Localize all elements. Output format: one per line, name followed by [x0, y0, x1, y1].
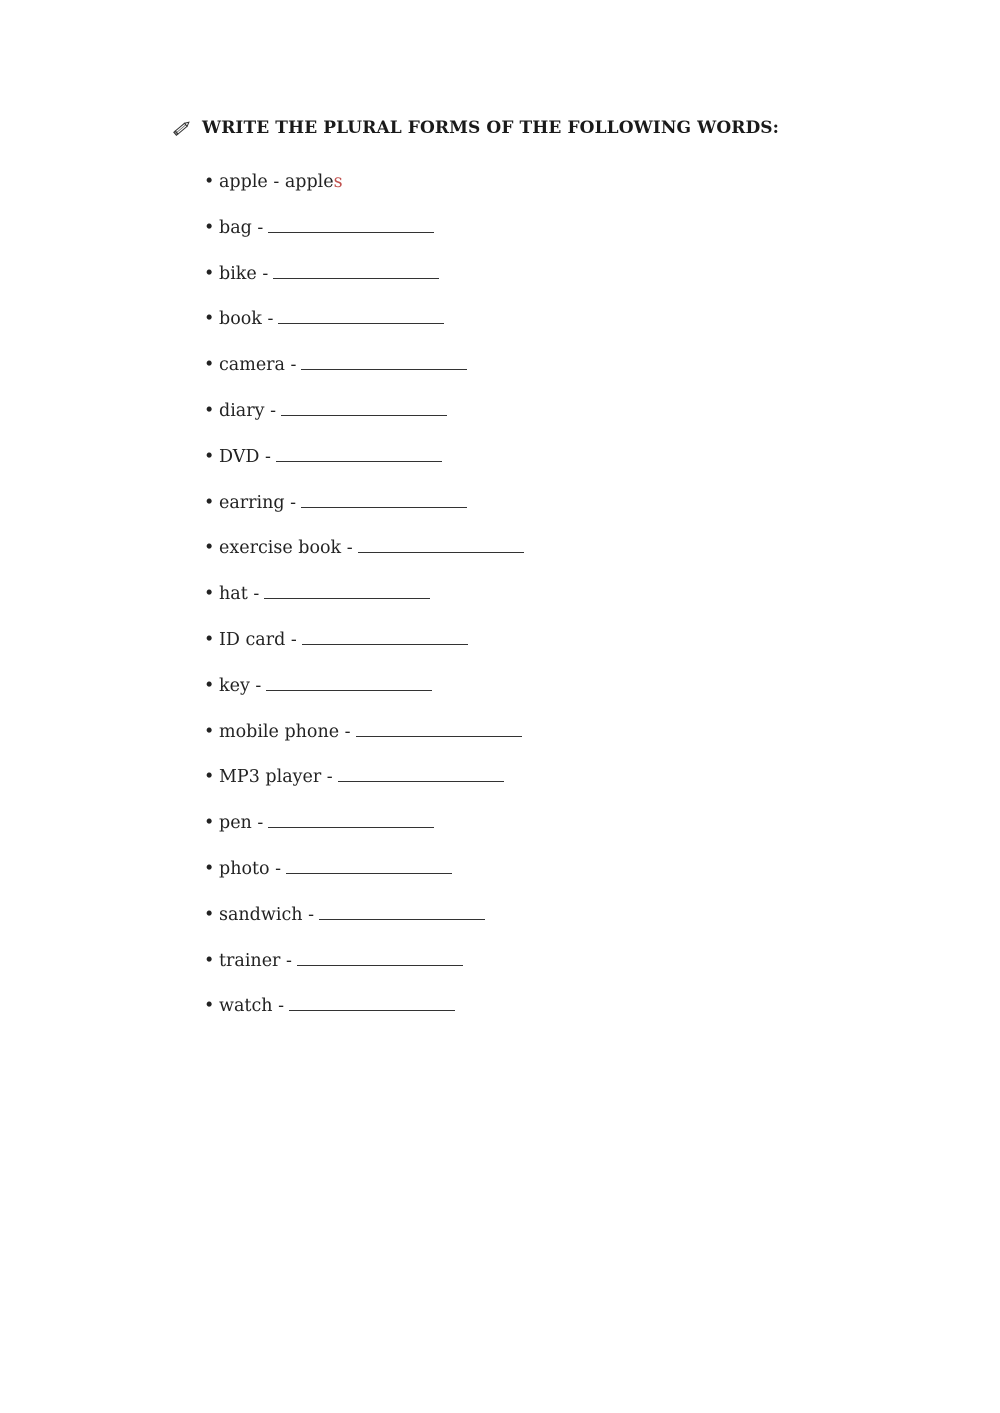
- example-answer-stem: apple: [284, 172, 334, 192]
- answer-blank[interactable]: [264, 581, 430, 599]
- example-separator: -: [267, 172, 285, 192]
- answer-blank[interactable]: [278, 306, 444, 324]
- bullet: •: [204, 858, 215, 879]
- word-label: mobile phone: [219, 721, 340, 742]
- list-item: [204, 444, 524, 490]
- answer-blank[interactable]: [268, 215, 434, 233]
- word-separator: -: [251, 217, 264, 238]
- bullet: •: [204, 629, 215, 650]
- bullet: •: [204, 446, 215, 467]
- bullet: •: [204, 950, 215, 971]
- word-label: DVD: [219, 446, 260, 467]
- word-separator: -: [269, 858, 282, 879]
- list-item: [204, 261, 524, 307]
- list-item: [204, 856, 524, 902]
- answer-blank[interactable]: [268, 810, 434, 828]
- pencil-icon: [172, 118, 192, 138]
- word-separator: -: [247, 584, 260, 605]
- answer-blank[interactable]: [302, 627, 468, 645]
- answer-blank[interactable]: [356, 719, 522, 737]
- list-item: [204, 810, 524, 856]
- word-label: camera: [219, 355, 285, 376]
- word-separator: -: [272, 996, 285, 1017]
- list-item: [204, 215, 524, 261]
- bullet: •: [204, 172, 215, 192]
- word-separator: -: [280, 950, 292, 971]
- word-list: [204, 169, 524, 1039]
- list-item: [204, 535, 524, 581]
- bullet: •: [204, 217, 215, 238]
- worksheet-heading: [172, 118, 779, 138]
- bullet: •: [204, 355, 215, 376]
- word-separator: -: [251, 813, 264, 834]
- word-label: exercise book: [219, 538, 342, 559]
- answer-blank[interactable]: [338, 764, 504, 782]
- list-item: [204, 948, 524, 994]
- word-label: diary: [219, 400, 265, 421]
- bullet: •: [204, 400, 215, 421]
- list-item: [204, 993, 524, 1039]
- bullet: •: [204, 721, 215, 742]
- answer-blank[interactable]: [286, 856, 452, 874]
- word-label: earring: [219, 492, 285, 513]
- answer-blank[interactable]: [319, 902, 485, 920]
- bullet: •: [204, 904, 215, 925]
- word-label: bag: [219, 217, 252, 238]
- answer-blank[interactable]: [289, 993, 455, 1011]
- bullet: •: [204, 492, 215, 513]
- list-item: [204, 764, 524, 810]
- bullet: •: [204, 996, 215, 1017]
- word-separator: -: [339, 721, 351, 742]
- word-label: MP3 player: [219, 767, 322, 788]
- bullet: •: [204, 309, 215, 330]
- answer-blank[interactable]: [358, 535, 524, 553]
- word-separator: -: [284, 355, 297, 376]
- word-separator: -: [321, 767, 333, 788]
- answer-blank[interactable]: [297, 948, 463, 966]
- list-item: [204, 490, 524, 536]
- list-item: [204, 398, 524, 444]
- example-word: apple: [219, 172, 268, 192]
- word-label: watch: [219, 996, 273, 1017]
- bullet: •: [204, 675, 215, 696]
- list-item: [204, 627, 524, 673]
- word-label: pen: [219, 813, 252, 834]
- word-separator: -: [264, 400, 276, 421]
- list-item: [204, 902, 524, 948]
- bullet: •: [204, 767, 215, 788]
- answer-blank[interactable]: [301, 352, 467, 370]
- word-separator: -: [256, 263, 269, 284]
- word-separator: -: [284, 492, 297, 513]
- word-label: photo: [219, 858, 270, 879]
- word-label: trainer: [219, 950, 281, 971]
- word-label: sandwich: [219, 904, 303, 925]
- answer-blank[interactable]: [266, 673, 432, 691]
- list-item: [204, 306, 524, 352]
- word-label: key: [219, 675, 250, 696]
- bullet: •: [204, 584, 215, 605]
- list-item: [204, 352, 524, 398]
- bullet: •: [204, 813, 215, 834]
- word-label: bike: [219, 263, 257, 284]
- answer-blank[interactable]: [273, 261, 439, 279]
- word-separator: -: [259, 446, 271, 467]
- word-label: book: [219, 309, 262, 330]
- answer-blank[interactable]: [276, 444, 442, 462]
- word-separator: -: [341, 538, 353, 559]
- list-item: [204, 673, 524, 719]
- word-separator: -: [249, 675, 262, 696]
- example-answer-suffix: s: [333, 172, 343, 192]
- bullet: •: [204, 538, 215, 559]
- word-separator: -: [261, 309, 274, 330]
- word-separator: -: [302, 904, 315, 925]
- word-separator: -: [285, 629, 297, 650]
- word-label: ID card: [219, 629, 286, 650]
- list-item: [204, 719, 524, 765]
- heading-text: WRITE THE PLURAL FORMS OF THE FOLLOWING WORDS:: [202, 118, 780, 138]
- word-label: hat: [219, 584, 248, 605]
- list-item: [204, 581, 524, 627]
- example-item: [204, 169, 524, 215]
- bullet: •: [204, 263, 215, 284]
- answer-blank[interactable]: [301, 490, 467, 508]
- answer-blank[interactable]: [281, 398, 447, 416]
